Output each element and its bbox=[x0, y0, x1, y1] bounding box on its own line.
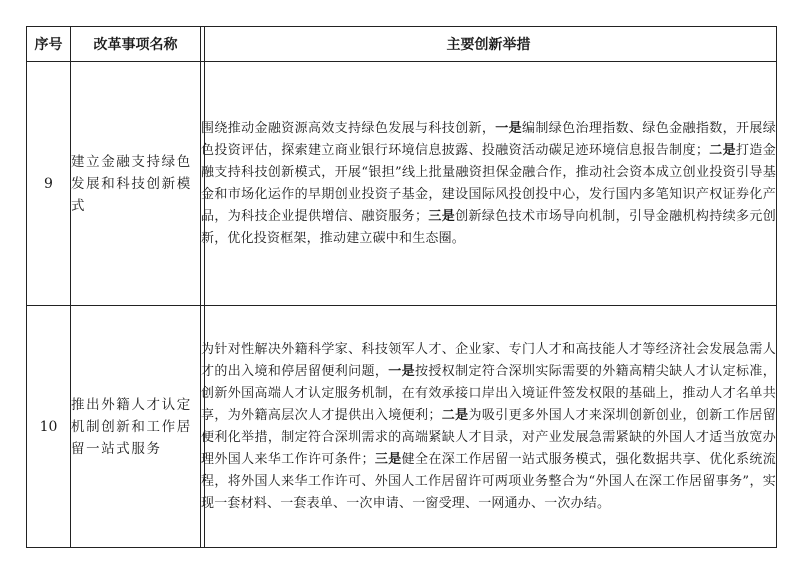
measures-segment: 为针对性解决外籍科学家、科技领军人才、企业家、专门人才和高技能人才等经济社会发展急需人才的出入境和停居留便利问题， bbox=[201, 341, 776, 379]
row-name: 建立金融支持绿色发展和科技创新模式 bbox=[71, 62, 201, 306]
measures-segment: 围绕推动金融资源高效支持绿色发展与科技创新， bbox=[201, 120, 496, 136]
table-row bbox=[27, 306, 777, 548]
row-measures bbox=[201, 306, 777, 548]
measures-segment: 打造金融支持科技创新模式，开展“银担”线上批量融资担保金融合作，推动社会资本成立创业投资引导基金和市场化运作的早期创业投资子基金，建设国际风投创投中心，发行国内多笔知识产权证券化产品，为科技企业提供增信、融资服务； bbox=[201, 142, 776, 224]
measures-segment: 创新绿色技术市场导向机制，引导金融机构持续多元创新，优化投资框架，推动建立碳中和生态圈。 bbox=[201, 208, 776, 246]
measures-segment-bold: 一是 bbox=[388, 363, 416, 379]
header-measures: 主要创新举措 bbox=[201, 27, 777, 62]
measures-segment-bold: 二是 bbox=[441, 407, 469, 423]
measures-segment-bold: 一是 bbox=[495, 120, 523, 136]
row-measures bbox=[201, 62, 777, 306]
header-name: 改革事项名称 bbox=[71, 27, 201, 62]
measures-segment-bold: 三是 bbox=[374, 451, 402, 467]
measures-segment-bold: 三是 bbox=[428, 208, 456, 224]
header-row bbox=[27, 27, 777, 62]
measures-segment: 健全在深工作居留一站式服务模式，强化数据共享、优化系统流程，将外国人来华工作许可、外国人工作居留许可两项业务整合为“外国人在深工作居留事务”，实现一套材料、一套表单、一次申请、一窗受理、一网通办、一次办结。 bbox=[201, 451, 776, 511]
table-row bbox=[27, 62, 777, 306]
header-seq: 序号 bbox=[27, 27, 71, 62]
measures-segment-bold: 二是 bbox=[709, 142, 737, 158]
measures-segment: 为吸引更多外国人才来深圳创新创业，创新工作居留便利化举措，制定符合深圳需求的高端紧缺人才目录，对产业发展急需紧缺的外国人才适当放宽办理外国人来华工作许可条件； bbox=[201, 407, 776, 467]
measures-segment: 编制绿色治理指数、绿色金融指数，开展绿色投资评估，探索建立商业银行环境信息披露、投融资活动碳足迹环境信息报告制度； bbox=[201, 120, 776, 158]
measures-text bbox=[201, 339, 776, 515]
row-seq: 9 bbox=[27, 62, 71, 306]
row-seq: 10 bbox=[27, 306, 71, 548]
reform-table bbox=[26, 26, 777, 548]
measures-text bbox=[201, 118, 776, 250]
measures-segment: 按授权制定符合深圳实际需要的外籍高精尖缺人才认定标准，创新外国高端人才认定服务机制，在有效承接口岸出入境证件签发权限的基础上，推动人才名单共享，为外籍高层次人才提供出入境便利； bbox=[201, 363, 776, 423]
row-name: 推出外籍人才认定机制创新和工作居留一站式服务 bbox=[71, 306, 201, 548]
